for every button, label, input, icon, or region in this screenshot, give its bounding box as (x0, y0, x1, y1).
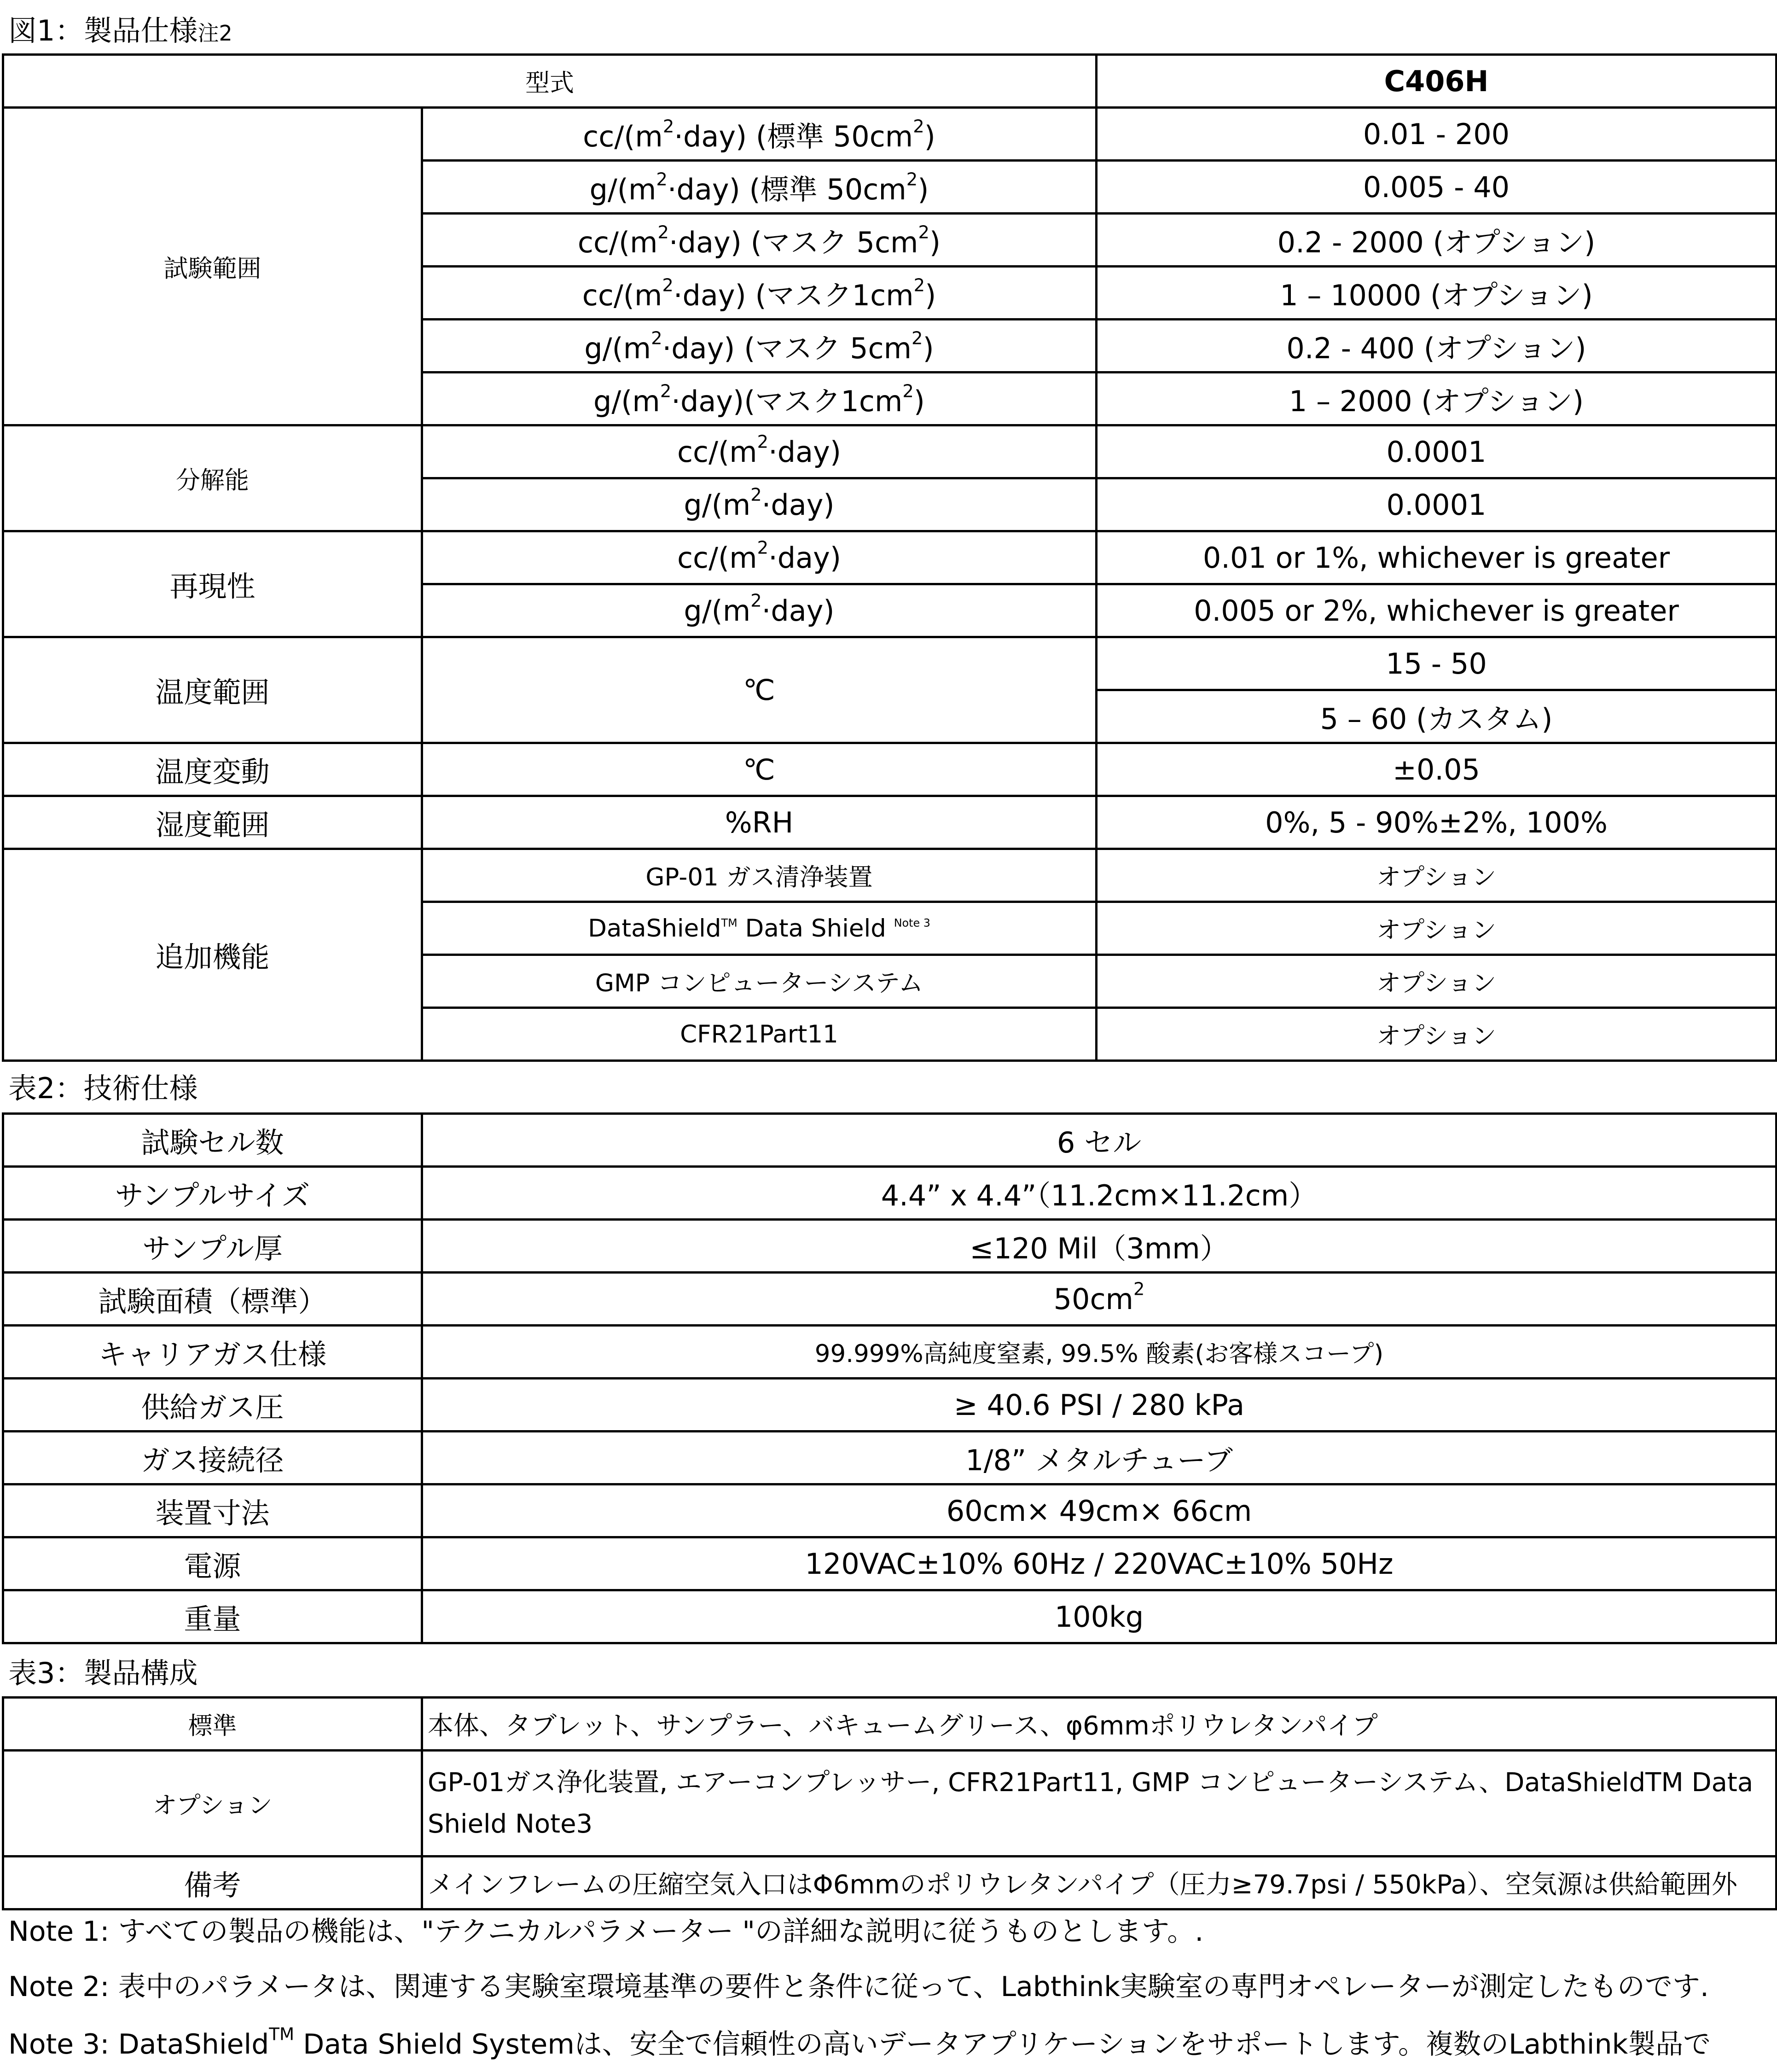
table3-caption: 表3：製品構成 (8, 1656, 198, 1690)
note-3: Note 3: DataShield™ Data Shield Systemは、安全で信頼性の高いデータアプリケーションをサポートします。複数のLabthink製品で (8, 2024, 1711, 2060)
temp-range-unit: ℃ (422, 637, 1097, 743)
additional-item-1: GP-01 ガス清浄装置 (422, 849, 1097, 902)
config-label-standard: 標準 (3, 1698, 422, 1751)
table1-caption (8, 14, 232, 47)
temp-range-label: 温度範囲 (3, 637, 422, 743)
test-range-unit-3: $cc/(m^2\cdot day)$ (マスク $5cm^2$) (422, 214, 1097, 267)
note-2: Note 2: 表中のパラメータは、関連する実験室環境基準の要件と条件に従って、Labthink実験室の専門オペレーターが測定したものです. (8, 1971, 1709, 2003)
product-config-table (2, 1696, 1777, 1910)
config-label-remarks: 備考 (3, 1857, 422, 1909)
test-range-unit-5: $g/(m^2\cdot day)$ (マスク $5cm^2$) (422, 320, 1097, 372)
additional-item-2: DataShield™ Data Shield $^{Note 3}$ (422, 902, 1097, 955)
tech-label-3: サンプル厚 (3, 1220, 422, 1273)
additional-value-4: オプション (1097, 1008, 1777, 1061)
additional-label: 追加機能 (3, 849, 422, 1061)
test-range-unit-1: $cc/(m^2\cdot day)$ (標準 $50cm^2$) (422, 108, 1097, 161)
repeatability-value-2: 0.005 or 2%, whichever is greater (1097, 584, 1777, 637)
test-range-unit-6: $g/(m^2\cdot day)$(マスク$1cm^2$) (422, 372, 1097, 425)
model-header-label: 型式 (3, 55, 1097, 108)
temp-variation-value: ±0.05 (1097, 743, 1777, 796)
test-range-value-1: 0.01 - 200 (1097, 108, 1777, 161)
tech-value-9: 120VAC±10% 60Hz / 220VAC±10% 50Hz (422, 1537, 1777, 1590)
tech-label-10: 重量 (3, 1590, 422, 1643)
resolution-value-1: 0.0001 (1097, 425, 1777, 478)
test-range-value-4: 1 – 10000 (オプション) (1097, 267, 1777, 320)
table1-caption-text: 図1：製品仕様 (8, 14, 198, 47)
additional-value-1: オプション (1097, 849, 1777, 902)
repeatability-unit-2: $g/(m^2\cdot day)$ (422, 584, 1097, 637)
additional-item-4: CFR21Part11 (422, 1008, 1097, 1061)
resolution-value-2: 0.0001 (1097, 478, 1777, 531)
temp-range-value-2: 5 – 60 (カスタム) (1097, 690, 1777, 743)
additional-value-2: オプション (1097, 902, 1777, 955)
resolution-unit-2: $g/(m^2\cdot day)$ (422, 478, 1097, 531)
test-range-value-5: 0.2 - 400 (オプション) (1097, 320, 1777, 372)
tech-value-5: 99.999%高純度窒素, 99.5% 酸素(お客様スコープ) (422, 1326, 1777, 1379)
config-label-option: オプション (3, 1751, 422, 1857)
config-value-remarks: メインフレームの圧縮空気入口はΦ6mmのポリウレタンパイプ（圧力≥79.7psi / 550kPa）、空気源は供給範囲外 (422, 1857, 1777, 1909)
table1-caption-note: 注2 (197, 21, 232, 46)
humidity-range-label: 湿度範囲 (3, 796, 422, 849)
test-range-value-3: 0.2 - 2000 (オプション) (1097, 214, 1777, 267)
tech-label-9: 電源 (3, 1537, 422, 1590)
humidity-range-value: 0%, 5 - 90%±2%, 100% (1097, 796, 1777, 849)
additional-value-3: オプション (1097, 955, 1777, 1008)
tech-value-7: 1/8” メタルチューブ (422, 1432, 1777, 1484)
test-range-value-2: 0.005 - 40 (1097, 161, 1777, 214)
tech-label-5: キャリアガス仕様 (3, 1326, 422, 1379)
temp-variation-unit: ℃ (422, 743, 1097, 796)
tech-value-10: 100kg (422, 1590, 1777, 1643)
tech-value-8: 60cm× 49cm× 66cm (422, 1484, 1777, 1537)
table2-caption: 表2：技術仕様 (8, 1071, 198, 1105)
tech-value-2: 4.4” x 4.4”（11.2cm×11.2cm） (422, 1167, 1777, 1220)
tech-value-6: ≥ 40.6 PSI / 280 kPa (422, 1379, 1777, 1432)
product-spec-table (2, 53, 1777, 1062)
tech-label-2: サンプルサイズ (3, 1167, 422, 1220)
humidity-range-unit: %RH (422, 796, 1097, 849)
tech-value-4: $50cm^2$ (422, 1273, 1777, 1326)
resolution-label: 分解能 (3, 425, 422, 531)
note-1: Note 1: すべての製品の機能は、"テクニカルパラメーター "の詳細な説明に従うものとします。. (8, 1915, 1204, 1948)
tech-label-8: 装置寸法 (3, 1484, 422, 1537)
resolution-unit-1: $cc/(m^2\cdot day)$ (422, 425, 1097, 478)
test-range-unit-2: $g/(m^2\cdot day)$ (標準 $50cm^2$) (422, 161, 1097, 214)
repeatability-label: 再現性 (3, 531, 422, 637)
temp-range-value-1: 15 - 50 (1097, 637, 1777, 690)
tech-label-4: 試験面積（標準） (3, 1273, 422, 1326)
repeatability-value-1: 0.01 or 1%, whichever is greater (1097, 531, 1777, 584)
tech-value-1: 6 セル (422, 1114, 1777, 1167)
model-header-value: C406H (1097, 55, 1777, 108)
config-value-standard: 本体、タブレット、サンプラー、バキュームグリース、φ6mmポリウレタンパイプ (422, 1698, 1777, 1751)
technical-spec-table (2, 1112, 1777, 1644)
test-range-unit-4: $cc/(m^2\cdot day)$ (マスク$1cm^2$) (422, 267, 1097, 320)
additional-item-3: GMP コンピューターシステム (422, 955, 1097, 1008)
config-value-option: GP-01ガス浄化装置, エアーコンプレッサー, CFR21Part11, GMP コンピューターシステム、DataShieldTM Data Shield Note3 (422, 1751, 1777, 1857)
tech-label-1: 試験セル数 (3, 1114, 422, 1167)
test-range-value-6: 1 – 2000 (オプション) (1097, 372, 1777, 425)
tech-value-3: ≤120 Mil（3mm） (422, 1220, 1777, 1273)
repeatability-unit-1: $cc/(m^2\cdot day)$ (422, 531, 1097, 584)
temp-variation-label: 温度変動 (3, 743, 422, 796)
test-range-label: 試験範囲 (3, 108, 422, 425)
tech-label-7: ガス接続径 (3, 1432, 422, 1484)
tech-label-6: 供給ガス圧 (3, 1379, 422, 1432)
